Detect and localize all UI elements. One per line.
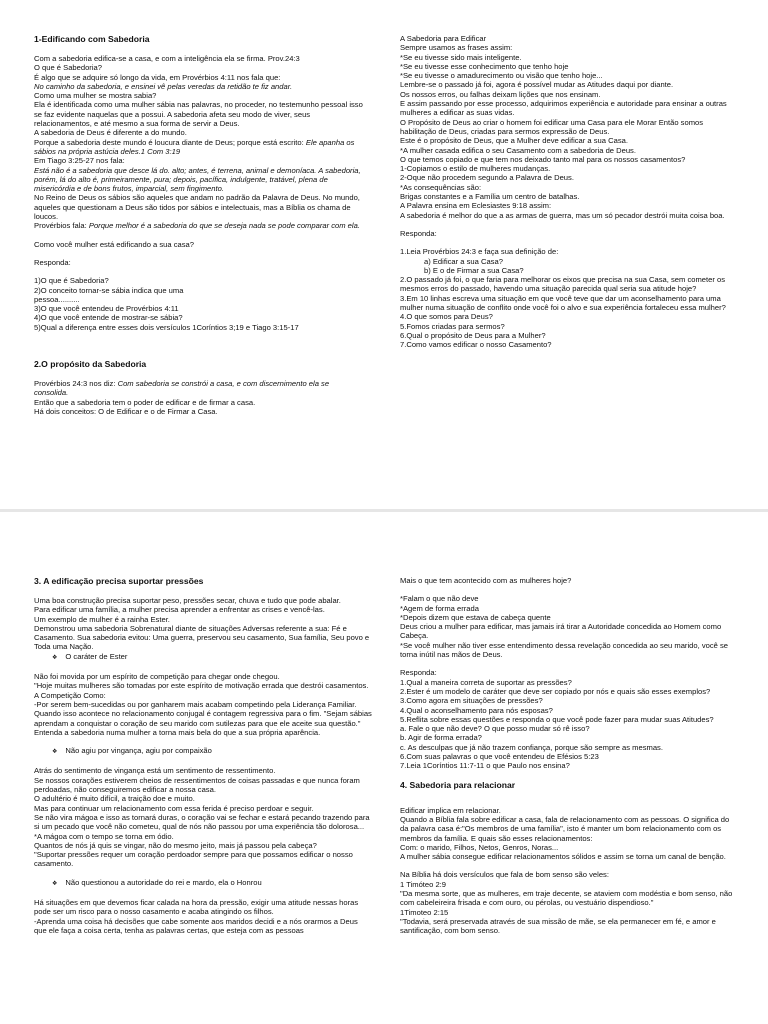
question: 4.O que somos para Deus? (400, 312, 493, 322)
paragraph: Porque a sabedoria deste mundo é loucura diante de Deus; porque está escrito: Ele apanha os sábios na própria astúcia deles.1 Com 3:19 (34, 137, 355, 156)
responda-label: Responda: (400, 228, 437, 238)
question: 6.Com suas palavras o que você entendeu de Efésios 5:23 (400, 752, 599, 762)
quote: Está não é a sabedoria que desce lá do. alto; antes, é terrena, animal e demoníaca. A sabedoria, porém, lá do alto é, primeiramente, pura; depois, pacífica, indulgente, tratável, plena de misericórdia e de bons frutos, imparcial, sem fingimento. (34, 165, 361, 194)
question: 3.Em 10 linhas escreva uma situação em que você teve que dar um aconselhamento para uma mulher numa situação de conflito onde você foi o alvo e sua experiência fortaleceu essa mulher? (400, 293, 726, 313)
paragraph: É algo que se adquire só longo da vida, em Provérbios 4:11 nos fala que: (34, 72, 281, 82)
paragraph: *Se eu tivesse esse conhecimento que tenho hoje (400, 61, 569, 71)
paragraph: *Se você mulher não tiver esse entendimento dessa revelação concedida ao seu marido, você se torna inútil nas mãos de Deus. (400, 640, 728, 660)
question: a. Fale o que não deve? O que posso mudar só rê isso? (400, 724, 590, 734)
bullet-item: ❖ O caráter de Ester (34, 652, 372, 663)
section-2-heading: 2.O propósito da Sabedoria (34, 359, 147, 370)
question: 5.Fomos criadas para sermos? (400, 321, 505, 331)
paragraph: "Suportar pressões requer um coração perdoador sempre para que possamos edificar o nosso casamento. (34, 850, 353, 869)
paragraph: Há dois conceitos: O de Edificar e o de Firmar a Casa. (34, 406, 218, 416)
paragraph: *As consequências são: (400, 182, 482, 192)
paragraph: Não foi movida por um espírito de competição para chegar onde chegou. (34, 672, 280, 682)
section-4-heading: 4. Sabedoria para relacionar (400, 779, 516, 790)
question: 6.Qual o propósito de Deus para a Mulher? (400, 330, 546, 340)
question: 5)Qual a diferença entre esses dois versículos 1Coríntios 3;19 e Tiago 3:15-17 (34, 322, 299, 332)
section-1-heading: 1-Edificando com Sabedoria (34, 34, 150, 44)
paragraph: No Reino de Deus os sábios são aqueles que andam no padrão da Palavra de Deus. No mundo, aqueles que questionam a Deus são tidos por sábios e intelectuais, mas a Bíblia os chama de loucos. (34, 193, 360, 222)
paragraph: -Por serem bem-sucedidas ou por ganharem mais acabam competindo pela Liderança Familiar. Quando isso acontece no relacionamento conjugal é contagem regressiva para o fim. "Sejam sábias aprendam a conquistar o coração de seu marido com sutilezas para que ele aceite sua questão." (34, 699, 372, 728)
paragraph: Um exemplo de mulher é a rainha Ester. (34, 614, 170, 624)
page1-left-column (34, 34, 364, 416)
paragraph: Na Bíblia há dois versículos que fala de bom senso são veles: (400, 870, 609, 880)
paragraph: *Se eu tivesse sido mais inteligente. (400, 52, 522, 62)
paragraph: *Agem de forma errada (400, 603, 479, 613)
question: 2)O conceito tornar-se sábia indica que uma (34, 285, 184, 295)
paragraph: Os nossos erros, ou falhas deixam lições que nos ensinam. (400, 89, 601, 99)
paragraph: *A mágoa com o tempo se torna em ódio. (34, 831, 174, 841)
paragraph: "Hoje muitas mulheres são tomadas por este espírito de motivação errada que destrói casamentos. A Competição Como: (34, 681, 369, 700)
question: 7.Como vamos edificar o nosso Casamento? (400, 340, 552, 350)
paragraph: Se nossos corações estiverem cheios de ressentimentos de coisas passadas e que nunca foram perdoadas, não conseguiremos edificar a nossa casa. (34, 775, 360, 795)
responda-label: Responda: (34, 257, 71, 267)
responda-label: Responda: (400, 668, 437, 678)
paragraph: Uma boa construção precisa suportar peso, pressões secar, chuva e tudo que pode abalar. (34, 596, 341, 605)
page2-right-column (400, 576, 738, 936)
paragraph: Provérbios fala: Porque melhor é a sabedoria do que se deseja nada se pode comparar com ela. (34, 221, 360, 231)
paragraph: Lembre-se o passado já foi, agora é possível mudar as Atitudes daqui por diante. (400, 80, 674, 90)
paragraph: *Se eu tivesse o amadurecimento ou visão que tenho hoje... (400, 71, 603, 81)
paragraph: 1-Copiamos o estilo de mulheres mudanças. (400, 164, 551, 174)
page2-left-column (34, 576, 372, 935)
paragraph: *Falam o que não deve (400, 594, 479, 604)
paragraph: Ela é identificada como uma mulher sábia nas palavras, no proceder, no testemunho pessoal isso se faz evidente naquelas que a possui. A sabedoria afeta seu modo de viver, seus relacionamentos, e até mesmo a sua forma de servir a Deus. (34, 100, 363, 129)
question: 3.Como agora em situações de pressões? (400, 696, 543, 706)
paragraph: O que temos copiado e que tem nos deixado tanto mal para os nossos casamentos? (400, 154, 686, 164)
paragraph: 1 Timóteo 2:9 (400, 879, 447, 889)
paragraph: A Palavra ensina em Eclesiastes 9:18 assim: (400, 201, 552, 211)
paragraph: Este é o propósito de Deus, que a Mulher deve edificar a sua Casa. (400, 136, 628, 146)
paragraph: Quando a Bíblia fala sobre edificar a casa, fala de relacionamento com as pessoas. O significa do da palavra casa é:"Os membros de uma família", isto é manter um bom relacionamento com os membros da família. E quais são esses relacionamentos: (400, 814, 730, 843)
paragraph: O Propósito de Deus ao criar o homem foi edificar uma Casa para ele Morar Então somos habilitação de Deus, criadas para sermos expressão de Deus. (400, 117, 704, 136)
bullet-item: ❖ Não questionou a autoridade do rei e mardo, ela o Honrou (34, 878, 372, 889)
paragraph: Com a sabedoria edifica-se a casa, e com a inteligência ela se firma. Prov.24:3 (34, 54, 300, 63)
question: 2.Ester é um modelo de caráter que deve ser copiado por nós e quais são esses exemplos? (400, 686, 711, 696)
section-3-heading: 3. A edificação precisa suportar pressões (34, 576, 204, 586)
paragraph: "Da mesma sorte, que as mulheres, em traje decente, se ataviem com modéstia e bom senso, não com cabeleireira frisada e com ouro, ou pérolas, ou vestuário dispendioso." (400, 889, 733, 908)
page1-right-column (400, 34, 738, 350)
bullet-item: ❖ Não agiu por vingança, agiu por compaixão (34, 746, 372, 757)
question-sub: a) Edificar a sua Casa? (424, 256, 503, 266)
paragraph: Quantos de nós já quis se vingar, não do mesmo jeito, mais já passou pela cabeça? (34, 840, 317, 850)
question: 1.Qual a maneira correta de suportar as pressões? (400, 677, 572, 687)
paragraph: Para edificar uma família, a mulher precisa aprender a enfrentar as crises e vencê-las. (34, 605, 325, 615)
paragraph: 1Timoteo 2:15 (400, 907, 449, 917)
question: 5.Reflita sobre essas questões e responda o que você pode fazer para mudar suas Atitudes? (400, 714, 714, 724)
paragraph: Atrás do sentimento de vingança está um sentimento de ressentimento. (34, 766, 276, 776)
question: c. As desculpas que já não trazem confiança, porque são sempre as mesmas. (400, 742, 663, 752)
paragraph: *A mulher casada edifica o seu Casamento com a sabedoria de Deus. (400, 145, 636, 155)
document-page-2 (0, 512, 768, 1024)
paragraph: O adultério é muito difícil, a traição doe e muito. (34, 794, 195, 804)
paragraph: Como você mulher está edificando a sua casa? (34, 239, 194, 249)
paragraph: Edificar implica em relacionar. (400, 805, 501, 815)
paragraph: "Todavia, será preservada através de sua missão de mãe, se ela permanecer em fé, e amor e santificação, com bom senso. (400, 916, 716, 936)
paragraph: Em Tiago 3:25-27 nos fala: (34, 156, 125, 166)
question: pessoa.......... (34, 294, 80, 304)
paragraph: Provérbios 24:3 nos diz: Com sabedoria se constrói a casa, e com discernimento ela se consolida. (34, 379, 330, 398)
question: 4)O que você entende de mostrar-se sábia? (34, 313, 183, 323)
paragraph: Entenda a sabedoria numa mulher a torna mais bela do que a sua própria aparência. (34, 727, 321, 737)
paragraph: Demonstrou uma sabedoria Sobrenatural diante de situações Adversas referente a sua: Fé e Casamento. Sua sabedoria evitou: Uma guerra, preservou seu casamento, Sua família, Seu povo e Toda uma Nação. (34, 623, 370, 652)
question: 1.Leia Provérbios 24:3 e faça sua definição de: (400, 247, 559, 257)
paragraph: Deus criou a mulher para edificar, mas jamais irá tirar a Autoridade concedida ao Homem como Cabeça. (400, 622, 722, 641)
paragraph: A Sabedoria para Edificar (400, 34, 487, 43)
paragraph: A mulher sábia consegue edificar relacionamentos sólidos e assim se torna um canal de benção. (400, 852, 726, 862)
question: 4.Qual o aconselhamento para nós esposas? (400, 705, 553, 715)
paragraph: -Aprenda uma coisa há decisões que cabe somente aos maridos decidi e a nós orarmos a Deus que ele faça a coisa certa, tenha as palavras certas, que esteja com as pessoas (34, 916, 358, 935)
question-sub: b) E o de Firmar a sua Casa? (424, 265, 524, 275)
question: 2.O passado já foi, o que faria para melhorar os eixos que precisa na sua Casa, sem cometer os mesmos erros do passado, havendo uma situação parecida qual seria sua atitude hoje? (400, 275, 726, 294)
paragraph: Então que a sabedoria tem o poder de edificar e de firmar a casa. (34, 397, 256, 407)
paragraph: A sabedoria de Deus é diferente a do mundo. (34, 128, 187, 138)
paragraph: Como uma mulher se mostra sabia? (34, 91, 157, 101)
paragraph: Mas para continuar um relacionamento com essa ferida é preciso perdoar e seguir. (34, 803, 314, 813)
paragraph: O que é Sabedoria? (34, 63, 102, 73)
paragraph: Se não vira mágoa e isso as tornará duras, o coração vai se fechar e estará pecando trazendo para si um pecado que você não cometeu, qual de nós não passou por uma experiência tão dolorosa... (34, 812, 370, 832)
question: 3)O que você entendeu de Provérbios 4:11 (34, 304, 179, 314)
question: b. Agir de forma errada? (400, 733, 482, 743)
paragraph: Brigas constantes e a Família um centro de batalhas. (400, 192, 580, 202)
question: 7.Leia 1Coríntios 11:7-11 o que Paulo nos ensina? (400, 761, 570, 771)
paragraph: 2-Oque não procedem segundo a Palavra de Deus. (400, 173, 574, 183)
paragraph: *Depois dizem que estava de cabeça quente (400, 612, 551, 622)
paragraph: Mais o que tem acontecido com as mulheres hoje? (400, 576, 572, 585)
paragraph: A sabedoria é melhor do que a as armas de guerra, mas um só pecador destrói muita coisa boa. (400, 210, 725, 220)
paragraph: Com: o marido, Filhos, Netos, Genros, Noras... (400, 842, 559, 852)
quote: No caminho da sabedoria, e ensinei vê pelas veredas da retidão te fiz andar. (34, 81, 293, 91)
paragraph: Sempre usamos as frases assim: (400, 43, 513, 53)
paragraph: E assim passando por esse processo, adquirimos experiência e autoridade para ensinar a outras mulheres a edificar as suas vidas. (400, 99, 727, 118)
question: 1)O que é Sabedoria? (34, 276, 109, 286)
paragraph: Há situações em que devemos ficar calada na hora da pressão, exigir uma atitude nessas horas pode ser um risco para o nosso casamento e acaba atingindo os filhos. (34, 898, 359, 917)
